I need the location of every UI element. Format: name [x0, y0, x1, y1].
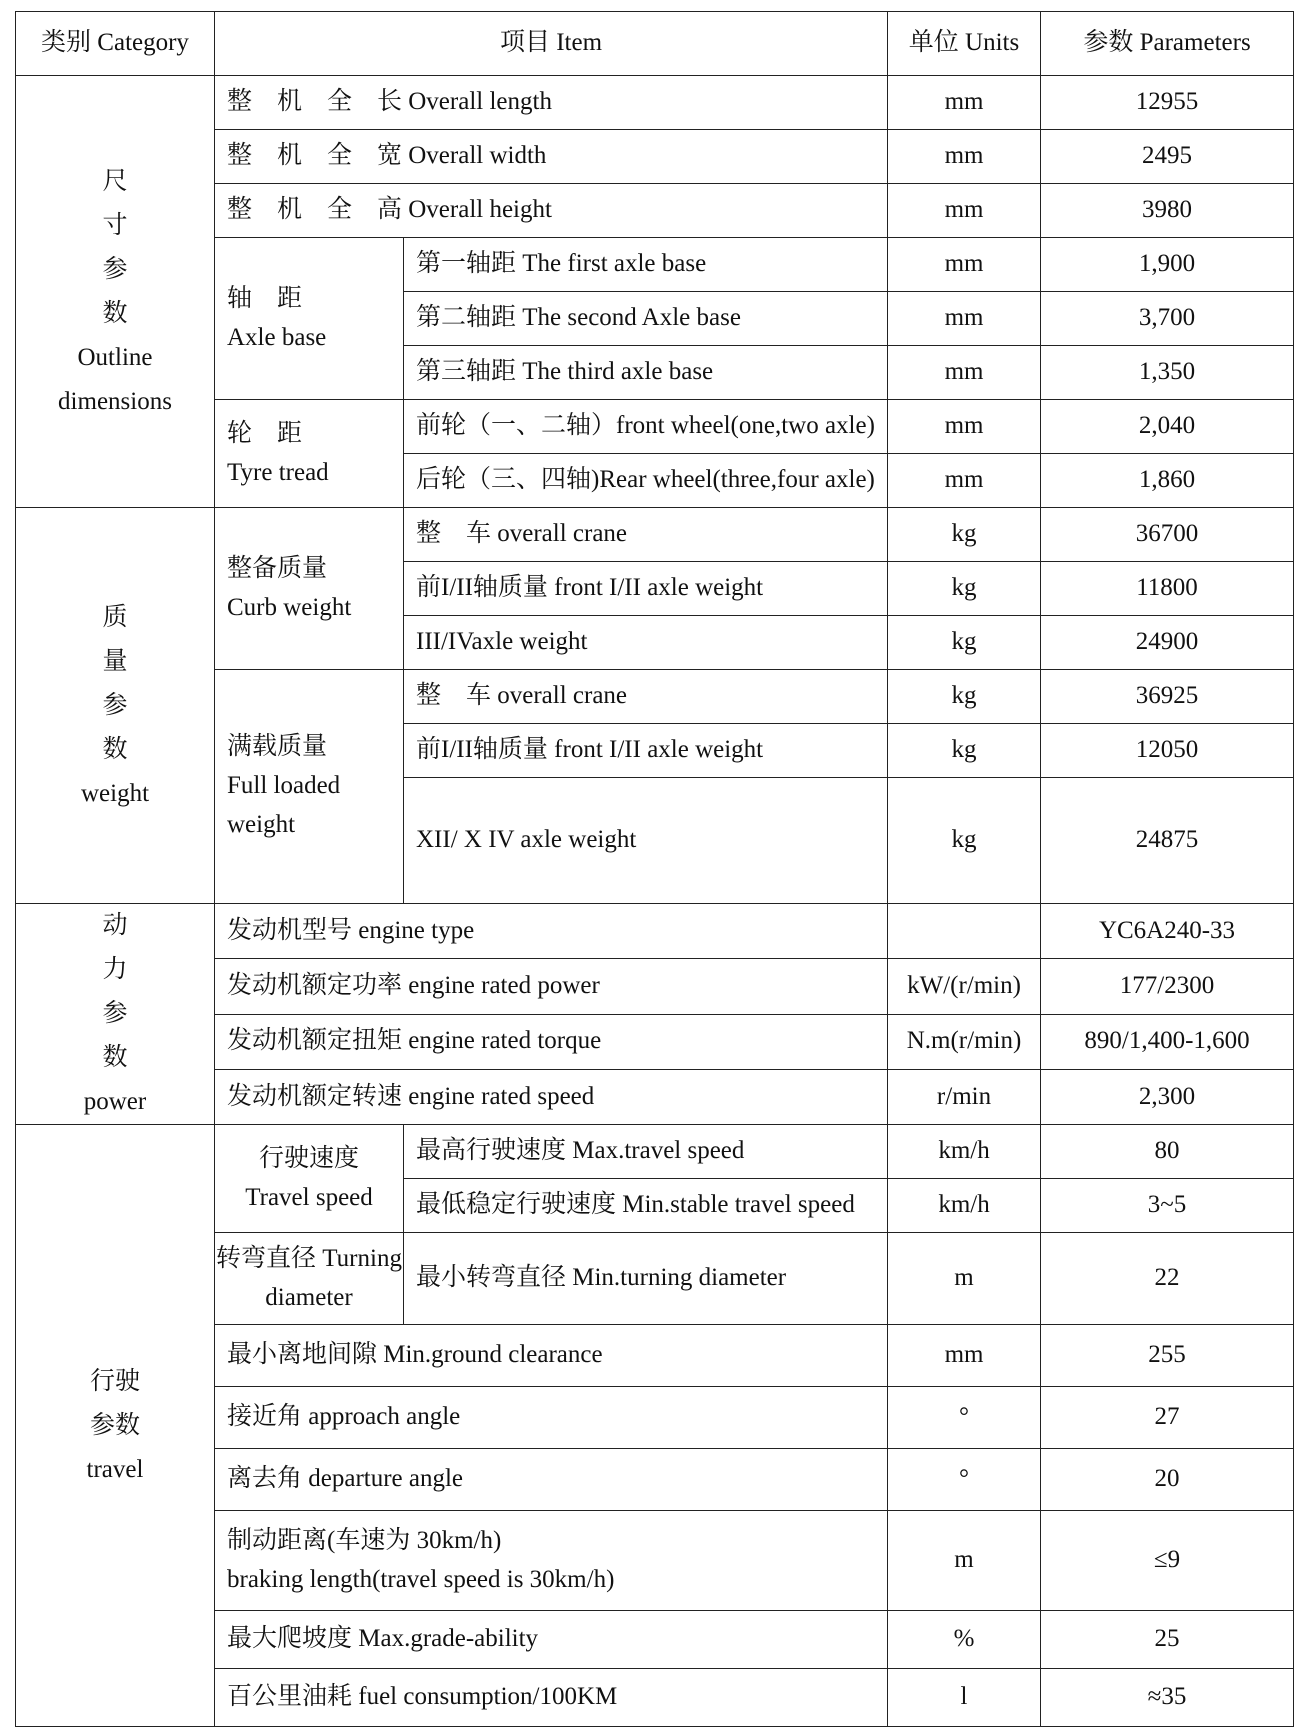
unit-cell: N.m(r/min)	[888, 1014, 1041, 1069]
unit-cell: km/h	[888, 1179, 1041, 1233]
table-row	[16, 1125, 1294, 1179]
value-cell: 1,900	[1041, 238, 1294, 292]
value-cell: 12050	[1041, 724, 1294, 778]
item-cell: 前轮（一、二轴）front wheel(one,two axle)	[404, 400, 888, 454]
item-cell: 发动机额定扭矩 engine rated torque	[215, 1014, 888, 1069]
value-cell: 27	[1041, 1387, 1294, 1449]
item-cell: 最低稳定行驶速度 Min.stable travel speed	[404, 1179, 888, 1233]
unit-cell: %	[888, 1611, 1041, 1669]
value-cell: 24900	[1041, 616, 1294, 670]
item-cell: 整 机 全 长 Overall length	[215, 76, 888, 130]
value-cell: 36700	[1041, 508, 1294, 562]
unit-cell: mm	[888, 292, 1041, 346]
item-cell: 离去角 departure angle	[215, 1449, 888, 1511]
unit-cell: °	[888, 1449, 1041, 1511]
value-cell: 22	[1041, 1233, 1294, 1325]
unit-cell: kg	[888, 616, 1041, 670]
unit-cell	[888, 904, 1041, 959]
value-cell: 11800	[1041, 562, 1294, 616]
unit-cell: mm	[888, 346, 1041, 400]
item-cell: 整 车 overall crane	[404, 670, 888, 724]
value-cell: ≈35	[1041, 1669, 1294, 1727]
table-row	[16, 508, 1294, 562]
value-cell: ≤9	[1041, 1511, 1294, 1611]
subgroup-full-loaded: 满载质量 Full loaded weight	[215, 670, 404, 904]
header-category: 类别 Category	[16, 12, 215, 76]
unit-cell: km/h	[888, 1125, 1041, 1179]
value-cell: 255	[1041, 1325, 1294, 1387]
unit-cell: kg	[888, 508, 1041, 562]
item-cell: 第三轴距 The third axle base	[404, 346, 888, 400]
value-cell: 890/1,400-1,600	[1041, 1014, 1294, 1069]
item-cell: 发动机额定功率 engine rated power	[215, 959, 888, 1014]
unit-cell: kg	[888, 778, 1041, 904]
value-cell: 1,860	[1041, 454, 1294, 508]
unit-cell: mm	[888, 184, 1041, 238]
unit-cell: kW/(r/min)	[888, 959, 1041, 1014]
item-cell: 发动机型号 engine type	[215, 904, 888, 959]
item-cell: 整 机 全 宽 Overall width	[215, 130, 888, 184]
subgroup-curb-weight: 整备质量 Curb weight	[215, 508, 404, 670]
unit-cell: mm	[888, 130, 1041, 184]
item-cell: III/IVaxle weight	[404, 616, 888, 670]
category-weight: 质 量 参 数 weight	[16, 508, 215, 904]
value-cell: 2,040	[1041, 400, 1294, 454]
category-outline: 尺 寸 参 数 Outline dimensions	[16, 76, 215, 508]
item-cell: 第一轴距 The first axle base	[404, 238, 888, 292]
unit-cell: kg	[888, 724, 1041, 778]
unit-cell: mm	[888, 238, 1041, 292]
value-cell: 80	[1041, 1125, 1294, 1179]
value-cell: YC6A240-33	[1041, 904, 1294, 959]
unit-cell: m	[888, 1233, 1041, 1325]
value-cell: 2,300	[1041, 1069, 1294, 1124]
header-parameters: 参数 Parameters	[1041, 12, 1294, 76]
unit-cell: mm	[888, 76, 1041, 130]
value-cell: 3,700	[1041, 292, 1294, 346]
spec-table	[15, 11, 1294, 1727]
item-cell: XII/ X IV axle weight	[404, 778, 888, 904]
value-cell: 24875	[1041, 778, 1294, 904]
value-cell: 3980	[1041, 184, 1294, 238]
subgroup-axle-base: 轴 距 Axle base	[215, 238, 404, 400]
item-cell: 发动机额定转速 engine rated speed	[215, 1069, 888, 1124]
item-cell: 最小转弯直径 Min.turning diameter	[404, 1233, 888, 1325]
value-cell: 1,350	[1041, 346, 1294, 400]
unit-cell: kg	[888, 670, 1041, 724]
unit-cell: mm	[888, 454, 1041, 508]
item-cell: 最高行驶速度 Max.travel speed	[404, 1125, 888, 1179]
subgroup-turning-diameter: 转弯直径 Turning diameter	[215, 1233, 404, 1325]
value-cell: 2495	[1041, 130, 1294, 184]
unit-cell: mm	[888, 400, 1041, 454]
item-cell: 第二轴距 The second Axle base	[404, 292, 888, 346]
value-cell: 12955	[1041, 76, 1294, 130]
table-row	[16, 76, 1294, 130]
subgroup-tyre-tread: 轮 距 Tyre tread	[215, 400, 404, 508]
item-cell: 前I/II轴质量 front I/II axle weight	[404, 724, 888, 778]
item-cell: 最大爬坡度 Max.grade-ability	[215, 1611, 888, 1669]
item-cell: 制动距离(车速为 30km/h) braking length(travel speed is 30km/h)	[215, 1511, 888, 1611]
category-power: 动 力 参 数 power	[16, 904, 215, 1125]
unit-cell: mm	[888, 1325, 1041, 1387]
unit-cell: l	[888, 1669, 1041, 1727]
value-cell: 177/2300	[1041, 959, 1294, 1014]
item-cell: 前I/II轴质量 front I/II axle weight	[404, 562, 888, 616]
value-cell: 36925	[1041, 670, 1294, 724]
value-cell: 20	[1041, 1449, 1294, 1511]
unit-cell: kg	[888, 562, 1041, 616]
item-cell: 整 机 全 高 Overall height	[215, 184, 888, 238]
item-cell: 后轮（三、四轴)Rear wheel(three,four axle)	[404, 454, 888, 508]
category-travel: 行驶 参数 travel	[16, 1125, 215, 1727]
unit-cell: m	[888, 1511, 1041, 1611]
unit-cell: °	[888, 1387, 1041, 1449]
header-row	[16, 12, 1294, 76]
item-cell: 百公里油耗 fuel consumption/100KM	[215, 1669, 888, 1727]
item-cell: 最小离地间隙 Min.ground clearance	[215, 1325, 888, 1387]
header-units: 单位 Units	[888, 12, 1041, 76]
value-cell: 25	[1041, 1611, 1294, 1669]
unit-cell: r/min	[888, 1069, 1041, 1124]
table-row	[16, 904, 1294, 959]
header-item: 项目 Item	[215, 12, 888, 76]
item-cell: 整 车 overall crane	[404, 508, 888, 562]
value-cell: 3~5	[1041, 1179, 1294, 1233]
item-cell: 接近角 approach angle	[215, 1387, 888, 1449]
subgroup-travel-speed: 行驶速度 Travel speed	[215, 1125, 404, 1233]
